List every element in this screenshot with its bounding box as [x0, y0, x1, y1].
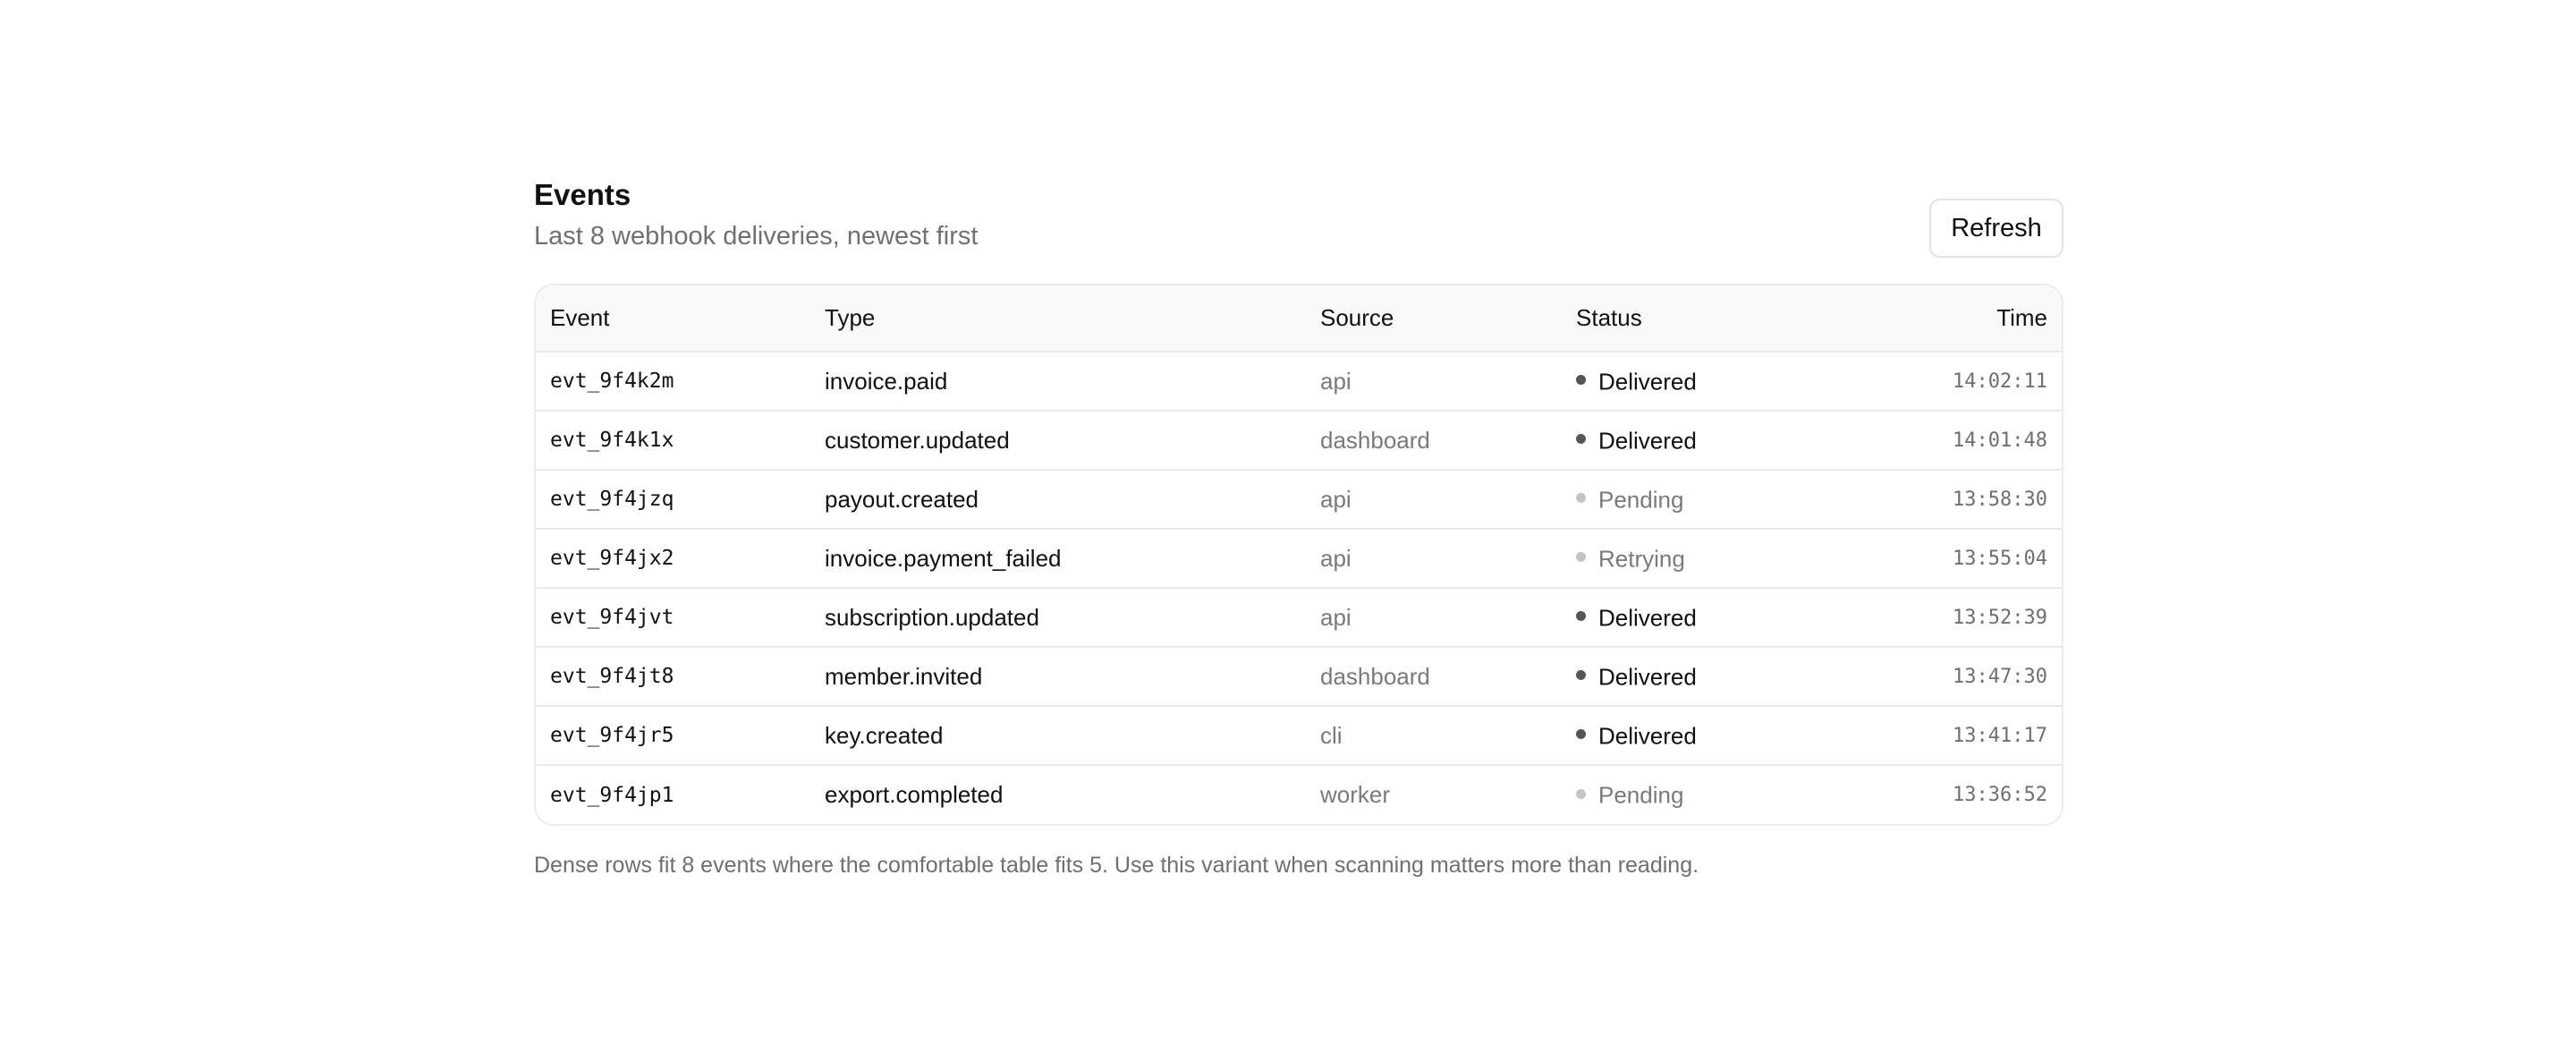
event-time-cell: 14:02:11	[1953, 370, 2047, 393]
column-header-source[interactable]: Source	[1306, 285, 1562, 352]
status-cell	[1562, 706, 1785, 765]
status-cell	[1562, 352, 1785, 411]
event-time-cell: 13:55:04	[1785, 529, 2062, 588]
column-header-event[interactable]: Event	[536, 285, 810, 352]
status-label: Pending	[1598, 781, 1684, 809]
event-time-cell: 13:36:52	[1785, 765, 2062, 824]
event-time-cell: 13:41:17	[1785, 706, 2062, 765]
event-type-cell: customer.updated	[810, 411, 1306, 470]
status-label: Delivered	[1598, 368, 1697, 395]
status-label: Pending	[1598, 486, 1684, 514]
status-cell	[1562, 588, 1785, 647]
table-row[interactable]	[536, 706, 2062, 765]
event-time-cell: 14:01:48	[1785, 411, 2062, 470]
events-panel	[534, 175, 2063, 881]
event-type-cell: payout.created	[810, 470, 1306, 529]
event-type-cell: invoice.payment_failed	[810, 529, 1306, 588]
status-dot-icon	[1576, 729, 1586, 739]
event-time-cell: 13:58:30	[1785, 470, 2062, 529]
panel-header	[534, 175, 2063, 254]
event-id-cell: evt_9f4k1x	[536, 411, 810, 470]
status-cell	[1562, 411, 1785, 470]
status-dot-icon	[1576, 670, 1586, 680]
status-cell	[1562, 765, 1785, 824]
event-source-cell: dashboard	[1306, 411, 1562, 470]
status-dot-icon	[1576, 375, 1586, 385]
table-row[interactable]	[536, 470, 2062, 529]
footer-note: Dense rows fit 8 events where the comfortable table fits 5. Use this variant when scanning matters more than reading.	[534, 853, 1699, 878]
event-type-cell: subscription.updated	[810, 588, 1306, 647]
table-row[interactable]	[536, 588, 2062, 647]
event-id-cell: evt_9f4jx2	[536, 529, 810, 588]
page-title: Events	[534, 178, 631, 211]
event-source-cell: worker	[1306, 765, 1562, 824]
status-label: Retrying	[1598, 545, 1685, 573]
status-label: Delivered	[1598, 604, 1697, 632]
event-source-cell: dashboard	[1306, 647, 1562, 706]
status-dot-icon	[1576, 789, 1586, 799]
event-time-cell: 13:47:30	[1785, 647, 2062, 706]
column-header-type[interactable]: Type	[810, 285, 1306, 352]
status-cell	[1562, 529, 1785, 588]
event-id-cell: evt_9f4jt8	[536, 647, 810, 706]
event-source-cell: api	[1306, 529, 1562, 588]
status-dot-icon	[1576, 552, 1586, 562]
event-type-cell: key.created	[810, 706, 1306, 765]
column-header-status[interactable]: Status	[1562, 285, 1785, 352]
table-row[interactable]	[536, 647, 2062, 706]
status-label: Delivered	[1598, 722, 1697, 750]
event-type-cell: export.completed	[810, 765, 1306, 824]
column-header-time[interactable]: Time	[1785, 285, 2062, 352]
status-cell	[1562, 470, 1785, 529]
table-row[interactable]	[536, 529, 2062, 588]
table-row[interactable]	[536, 411, 2062, 470]
refresh-button[interactable]: Refresh	[1929, 199, 2063, 258]
status-label: Delivered	[1598, 663, 1697, 691]
event-id-cell: evt_9f4jzq	[536, 470, 810, 529]
events-table	[534, 284, 2063, 826]
status-dot-icon	[1576, 493, 1586, 503]
event-id-cell: evt_9f4k2m	[550, 370, 674, 393]
event-source-cell: cli	[1306, 706, 1562, 765]
event-id-cell: evt_9f4jvt	[536, 588, 810, 647]
status-cell	[1562, 647, 1785, 706]
status-dot-icon	[1576, 434, 1586, 444]
status-label: Delivered	[1598, 427, 1697, 455]
table-header-row	[536, 285, 2062, 352]
event-source-cell: api	[1306, 470, 1562, 529]
table-body	[536, 352, 2062, 824]
event-id-cell: evt_9f4jr5	[536, 706, 810, 765]
page-subtitle: Last 8 webhook deliveries, newest first	[534, 222, 979, 251]
event-source-cell: api	[1306, 588, 1562, 647]
event-type-cell: invoice.paid	[825, 367, 948, 395]
table-row[interactable]	[536, 352, 2062, 411]
event-id-cell: evt_9f4jp1	[536, 765, 810, 824]
event-source-cell: api	[1320, 367, 1352, 395]
table-row[interactable]	[536, 765, 2062, 824]
status-dot-icon	[1576, 611, 1586, 621]
event-type-cell: member.invited	[810, 647, 1306, 706]
event-time-cell: 13:52:39	[1785, 588, 2062, 647]
